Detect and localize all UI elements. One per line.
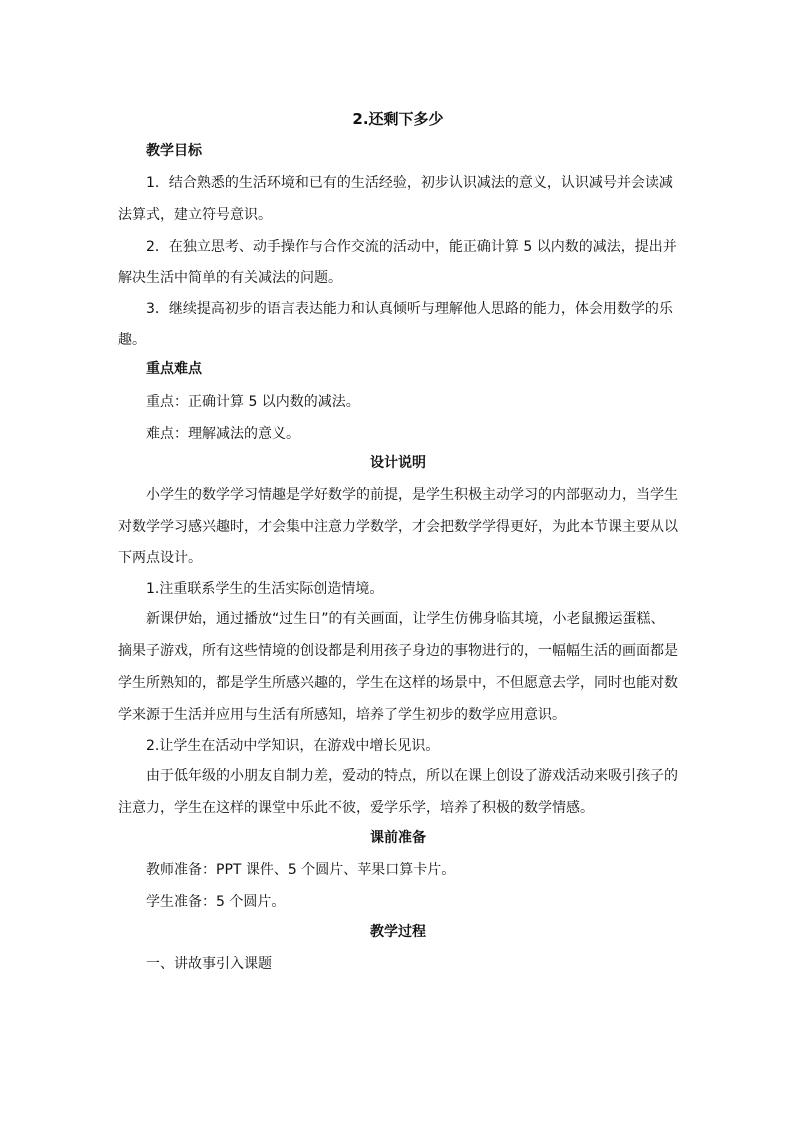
teacher-prep: 教师准备：PPT 课件、5 个圆片、苹果口算卡片。	[146, 862, 456, 878]
design-point-2-line-1: 由于低年级的小朋友自制力差，爱动的特点，所以在课上创设了游戏活动来吸引孩子的	[146, 768, 678, 784]
design-point-1-title: 1.注重联系学生的生活实际创造情境。	[146, 581, 384, 597]
process-step-1: 一、讲故事引入课题	[146, 956, 272, 972]
goal-3-line-2: 趣。	[118, 332, 146, 348]
key-point: 重点：正确计算 5 以内数的减法。	[146, 394, 360, 410]
design-heading: 设计说明	[370, 455, 426, 471]
design-point-1-line-1: 新课伊始，通过播放“过生日”的有关画面，让学生仿佛身临其境，小老鼠搬运蛋糕、	[146, 611, 665, 627]
design-point-2-line-2: 注意力，学生在这样的课堂中乐此不彼，爱学乐学，培养了积极的数学情感。	[118, 800, 594, 816]
difficulty-point: 难点：理解减法的意义。	[146, 426, 300, 442]
document-title: 2.还剩下多少	[352, 110, 444, 128]
goal-1-line-2: 法算式，建立符号意识。	[118, 207, 272, 223]
prep-heading: 课前准备	[370, 830, 426, 846]
key-points-heading: 重点难点	[146, 361, 202, 377]
design-point-1-line-2: 摘果子游戏，所有这些情境的创设都是利用孩子身边的事物进行的，一幅幅生活的画面都是	[118, 643, 678, 659]
process-heading: 教学过程	[370, 924, 426, 940]
student-prep: 学生准备：5 个圆片。	[146, 894, 286, 910]
design-point-1-line-4: 学来源于生活并应用与生活有所感知，培养了学生初步的数学应用意识。	[118, 707, 566, 723]
design-point-1-line-3: 学生所熟知的，都是学生所感兴趣的，学生在这样的场景中，不但愿意去学，同时也能对数	[118, 675, 678, 691]
goals-heading: 教学目标	[146, 143, 202, 159]
goal-3-line-1: 3．继续提高初步的语言表达能力和认真倾听与理解他人思路的能力，体会用数学的乐	[146, 301, 673, 317]
goal-2-line-2: 解决生活中简单的有关减法的问题。	[118, 270, 342, 286]
design-point-2-title: 2.让学生在活动中学知识，在游戏中增长见识。	[146, 738, 440, 754]
design-intro-line-2: 对数学学习感兴趣时，才会集中注意力学数学，才会把数学学得更好，为此本节课主要从以	[118, 519, 678, 535]
design-intro-line-1: 小学生的数学学习情趣是学好数学的前提，是学生积极主动学习的内部驱动力，当学生	[146, 487, 678, 503]
goal-2-line-1: 2．在独立思考、动手操作与合作交流的活动中，能正确计算 5 以内数的减法，提出并	[146, 239, 677, 255]
goal-1-line-1: 1．结合熟悉的生活环境和已有的生活经验，初步认识减法的意义，认识减号并会读减	[146, 175, 673, 191]
design-intro-line-3: 下两点设计。	[118, 550, 202, 566]
